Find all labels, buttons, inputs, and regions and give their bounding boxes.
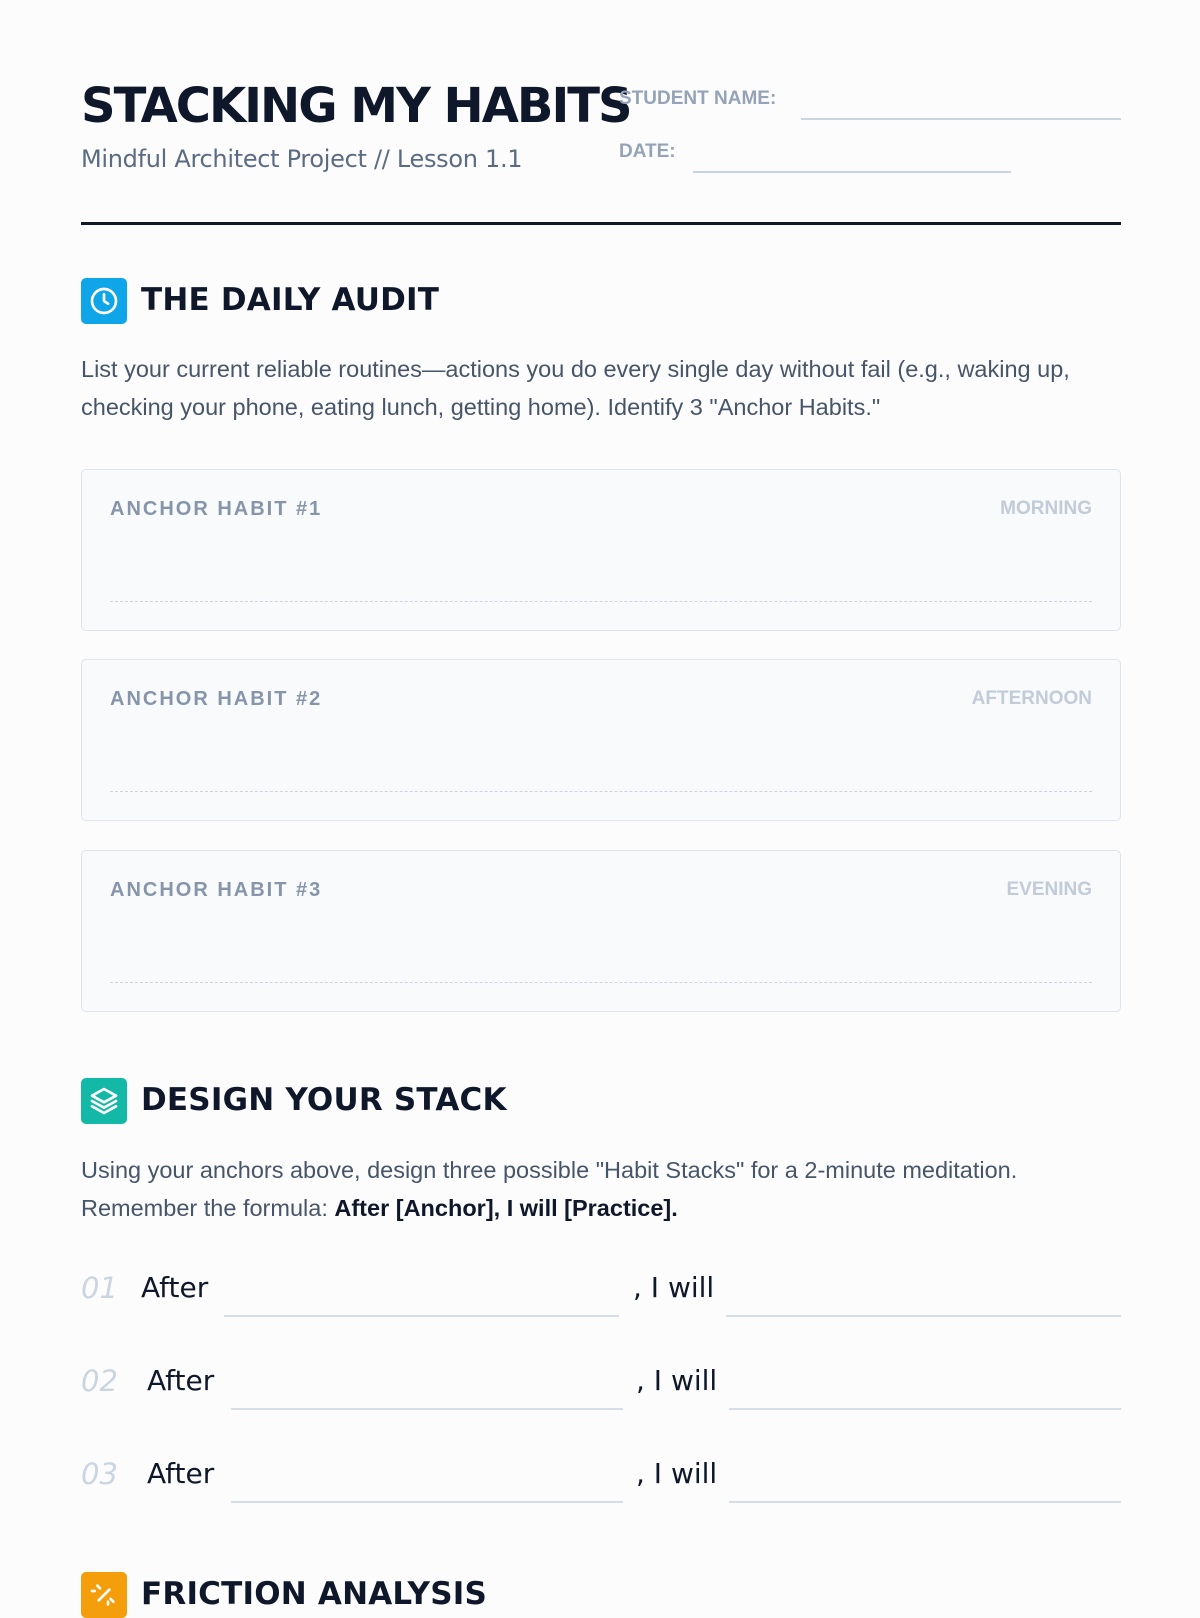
i-will-label: , I will xyxy=(636,1364,718,1397)
date-label: DATE: xyxy=(619,141,676,162)
practice-input-line[interactable] xyxy=(729,1501,1121,1503)
anchor-habit-label: ANCHOR HABIT #3 xyxy=(110,879,323,901)
i-will-label: , I will xyxy=(636,1457,718,1490)
anchor-habit-input[interactable] xyxy=(110,791,1092,792)
stack-number: 01 xyxy=(81,1271,118,1305)
practice-input-line[interactable] xyxy=(729,1408,1121,1410)
page-title: STACKING MY HABITS xyxy=(81,78,631,134)
anchor-habit-card xyxy=(81,659,1121,821)
date-field[interactable] xyxy=(693,171,1011,173)
stack-formula: After [Anchor], I will [Practice]. xyxy=(334,1195,678,1221)
daily-audit-instructions: List your current reliable routines—actions you do every single day without fail (e.g., waking up, checking your phone, eating lunch, getting home). Identify 3 "Anchor Habits." xyxy=(81,356,1070,420)
anchor-habit-input[interactable] xyxy=(110,982,1092,983)
student-name-label: STUDENT NAME: xyxy=(619,88,777,109)
design-stack-intro-text: Using your anchors above, design three possible "Habit Stacks" for a 2-minute meditation. Remember the formula: xyxy=(81,1157,1018,1221)
i-will-label: , I will xyxy=(633,1271,715,1304)
layers-icon xyxy=(81,1078,127,1124)
after-label: After xyxy=(141,1271,209,1304)
habit-stack-row xyxy=(81,1451,1121,1503)
unlink-icon xyxy=(81,1572,127,1618)
design-stack-heading xyxy=(81,1078,1121,1124)
section-title: FRICTION ANALYSIS xyxy=(141,1576,487,1612)
clock-icon xyxy=(81,278,127,324)
anchor-habit-card xyxy=(81,469,1121,631)
anchor-habit-time: MORNING xyxy=(1000,498,1092,519)
stack-number: 03 xyxy=(81,1457,118,1491)
after-label: After xyxy=(147,1457,215,1490)
after-label: After xyxy=(147,1364,215,1397)
section-title: THE DAILY AUDIT xyxy=(141,282,440,318)
anchor-habit-label: ANCHOR HABIT #2 xyxy=(110,688,323,710)
anchor-input-line[interactable] xyxy=(231,1408,623,1410)
daily-audit-heading xyxy=(81,278,1121,324)
anchor-input-line[interactable] xyxy=(231,1501,623,1503)
anchor-habit-time: AFTERNOON xyxy=(971,688,1092,709)
design-stack-instructions xyxy=(81,1151,1121,1227)
anchor-habit-label: ANCHOR HABIT #1 xyxy=(110,498,323,520)
stack-number: 02 xyxy=(81,1364,118,1398)
worksheet-header xyxy=(81,80,1121,225)
anchor-habit-card xyxy=(81,850,1121,1012)
anchor-input-line[interactable] xyxy=(224,1315,619,1317)
section-title: DESIGN YOUR STACK xyxy=(141,1082,507,1118)
habit-stack-row xyxy=(81,1265,1121,1317)
anchor-habit-time: EVENING xyxy=(1006,879,1092,900)
friction-analysis-heading xyxy=(81,1572,1121,1618)
practice-input-line[interactable] xyxy=(726,1315,1121,1317)
page-subtitle: Mindful Architect Project // Lesson 1.1 xyxy=(81,145,523,173)
anchor-habit-input[interactable] xyxy=(110,601,1092,602)
student-name-field[interactable] xyxy=(801,118,1121,120)
habit-stack-row xyxy=(81,1358,1121,1410)
